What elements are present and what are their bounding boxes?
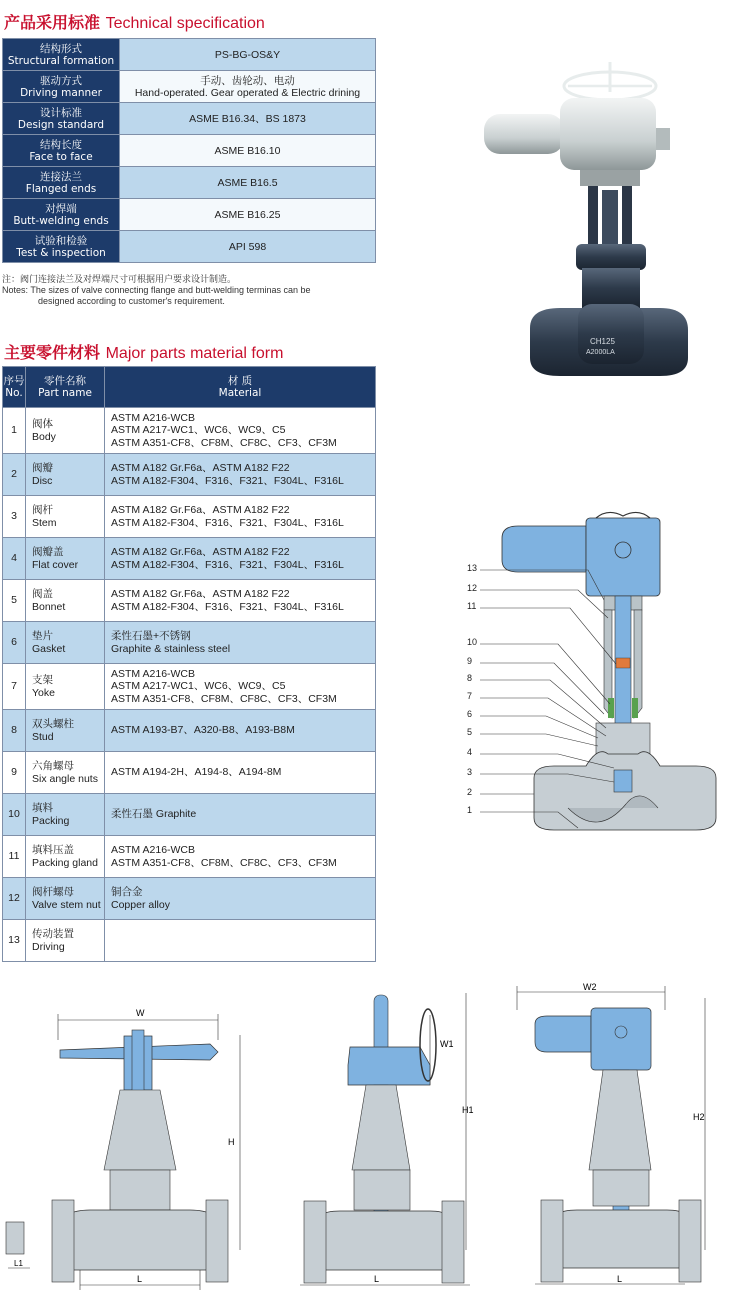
part-no: 9 — [3, 752, 26, 794]
part-name-cn: 六角螺母 — [32, 760, 74, 772]
spec-label-cn: 结构形式 — [40, 42, 82, 55]
parts-row — [3, 710, 376, 752]
part-name-en: Six angle nuts — [32, 772, 98, 785]
callout-11: 11 — [467, 601, 477, 611]
part-material: ASTM A182 Gr.F6a、ASTM A182 F22 — [111, 504, 290, 516]
part-name-cn: 阀杆螺母 — [32, 886, 74, 898]
part-material: ASTM A182-F304、F316、F321、F304L、F316L — [111, 516, 344, 529]
spec-value: ASME B16.5 — [120, 167, 376, 199]
part-name-en: Bonnet — [32, 600, 66, 613]
parts-row — [3, 622, 376, 664]
spec-label-cn: 结构长度 — [40, 138, 82, 151]
dim-w-label: W — [136, 1008, 145, 1018]
part-material: ASTM A217-WC1、WC6、WC9、C5 — [111, 680, 286, 693]
spec-label-cn: 驱动方式 — [40, 74, 82, 87]
part-name-cn: 垫片 — [32, 630, 53, 642]
callout-13: 13 — [467, 563, 478, 573]
spec-value-cn: 手动、齿轮动、电动 — [200, 74, 295, 87]
part-no: 8 — [3, 710, 26, 752]
spec-row — [3, 199, 376, 231]
part-name-en: Disc — [32, 474, 53, 487]
dim-h2-label: H2 — [693, 1112, 705, 1122]
callout-4: 4 — [467, 747, 473, 757]
part-name-en: Valve stem nut — [32, 898, 101, 911]
spec-label-en: Test & inspection — [16, 246, 106, 259]
spec-value: PS-BG-OS&Y — [120, 39, 376, 71]
parts-row — [3, 496, 376, 538]
header-no-cn: 序号 — [3, 375, 25, 387]
part-name-en: Packing gland — [32, 856, 98, 869]
part-material: ASTM A351-CF8、CF8M、CF8C、CF3、CF3M — [111, 436, 337, 449]
part-no: 2 — [3, 454, 26, 496]
part-name-cn: 双头螺柱 — [32, 718, 74, 730]
callout-3: 3 — [467, 767, 473, 777]
spec-label-en: Design standard — [17, 118, 105, 131]
spec-row — [3, 167, 376, 199]
spec-row — [3, 71, 376, 103]
header-name-cn: 零件名称 — [44, 375, 86, 387]
note-en-1: Notes: The sizes of valve connecting flange and butt-welding terminas can be — [2, 285, 311, 295]
note-cn: 注：阀门连接法兰及对焊端尺寸可根据用户要求设计制造。 — [2, 274, 237, 284]
callout-7: 7 — [467, 691, 473, 701]
spec-label-en: Butt-welding ends — [13, 214, 109, 227]
dim-h1-label: H1 — [462, 1105, 474, 1115]
parts-row — [3, 538, 376, 580]
part-name-en: Stem — [32, 516, 57, 529]
part-no: 10 — [3, 794, 26, 836]
part-no: 3 — [3, 496, 26, 538]
part-material: ASTM A182-F304、F316、F321、F304L、F316L — [111, 474, 344, 487]
body-marking-1: CH125 — [590, 337, 615, 346]
spec-value: ASME B16.10 — [120, 135, 376, 167]
part-name-cn: 阀瓣盖 — [32, 546, 64, 558]
part-material: 柔性石墨+不锈钢 — [111, 630, 191, 642]
parts-header-row — [3, 367, 376, 408]
part-name-en: Yoke — [32, 686, 55, 699]
spec-row — [3, 103, 376, 135]
header-name-en: Part name — [38, 387, 92, 399]
part-no: 6 — [3, 622, 26, 664]
part-material: Graphite & stainless steel — [111, 642, 231, 655]
part-material: ASTM A182 Gr.F6a、ASTM A182 F22 — [111, 462, 290, 474]
parts-row — [3, 878, 376, 920]
valve-photo — [470, 58, 710, 388]
part-material: 铜合金 — [111, 886, 143, 898]
part-material: ASTM A182-F304、F316、F321、F304L、F316L — [111, 558, 344, 571]
parts-row — [3, 580, 376, 622]
spec-value: ASME B16.25 — [120, 199, 376, 231]
spec-title-en: Technical specification — [105, 15, 265, 32]
parts-section-title — [4, 340, 283, 363]
part-material: ASTM A217-WC1、WC6、WC9、C5 — [111, 424, 286, 437]
part-material: ASTM A216-WCB — [111, 844, 196, 856]
part-material: ASTM A182 Gr.F6a、ASTM A182 F22 — [111, 546, 290, 558]
part-material: ASTM A182 Gr.F6a、ASTM A182 F22 — [111, 588, 290, 600]
part-no: 7 — [3, 664, 26, 710]
spec-table — [2, 38, 376, 263]
part-material: ASTM A193-B7、A320-B8、A193-B8M — [111, 724, 295, 737]
part-no: 4 — [3, 538, 26, 580]
parts-row — [3, 920, 376, 962]
part-name-en: Body — [32, 430, 56, 443]
parts-row — [3, 408, 376, 454]
parts-row — [3, 454, 376, 496]
spec-label-cn: 连接法兰 — [40, 170, 82, 183]
spec-label-en: Structural formation — [7, 54, 115, 67]
part-name-en: Driving — [32, 940, 65, 953]
part-name-en: Stud — [32, 730, 54, 743]
part-no: 5 — [3, 580, 26, 622]
header-no-en: No. — [5, 387, 23, 399]
parts-row — [3, 752, 376, 794]
spec-row — [3, 231, 376, 263]
spec-label-en: Flanged ends — [25, 182, 97, 195]
spec-value: ASME B16.34、BS 1873 — [120, 103, 376, 135]
callout-2: 2 — [467, 787, 473, 797]
header-material-cn: 材 质 — [227, 375, 253, 387]
parts-title-en: Major parts material form — [105, 345, 284, 362]
part-no: 11 — [3, 836, 26, 878]
handwheel-icon — [564, 62, 656, 100]
dim-l-label: L — [137, 1274, 143, 1284]
dim-w2-label: W2 — [583, 982, 597, 992]
spec-label-cn: 设计标准 — [40, 106, 82, 119]
parts-table — [2, 366, 376, 962]
part-no: 1 — [3, 408, 26, 454]
note-en-2: designed according to customer's requirement. — [38, 296, 225, 306]
header-material-en: Material — [218, 387, 262, 399]
body-marking-2: A2000LA — [586, 349, 615, 356]
callout-10: 10 — [467, 637, 478, 647]
part-material: ASTM A194-2H、A194-8、A194-8M — [111, 766, 282, 779]
spec-notes — [2, 274, 311, 307]
dim-drawing-manual — [0, 1000, 250, 1300]
dim-h-label: H — [228, 1137, 235, 1147]
part-material: ASTM A182-F304、F316、F321、F304L、F316L — [111, 600, 344, 613]
part-no: 13 — [3, 920, 26, 962]
part-no: 12 — [3, 878, 26, 920]
dim-l-label-gear: L — [374, 1274, 380, 1284]
callout-5: 5 — [467, 727, 473, 737]
part-material: 柔性石墨 Graphite — [111, 808, 197, 821]
part-name-cn: 阀盖 — [32, 588, 53, 600]
callout-1: 1 — [467, 805, 473, 815]
dim-drawing-gear — [290, 985, 490, 1300]
dim-l1-label: L1 — [14, 1259, 23, 1268]
part-name-cn: 阀体 — [32, 418, 53, 430]
callout-12: 12 — [467, 583, 478, 593]
parts-title-cn: 主要零件材料 — [4, 343, 101, 362]
spec-label-en: Driving manner — [20, 86, 102, 99]
dim-w1-label: W1 — [440, 1039, 454, 1049]
spec-title-cn: 产品采用标准 — [4, 13, 101, 32]
part-name-en: Flat cover — [32, 558, 79, 571]
part-name-cn: 阀瓣 — [32, 462, 53, 474]
part-material: ASTM A351-CF8、CF8M、CF8C、CF3、CF3M — [111, 856, 337, 869]
spec-value: Hand-operated. Gear operated & Electric drining — [134, 86, 361, 99]
spec-label-en: Face to face — [29, 150, 93, 163]
spec-section-title — [4, 10, 265, 33]
spec-row — [3, 135, 376, 167]
parts-row — [3, 836, 376, 878]
part-name-en: Gasket — [32, 642, 66, 655]
spec-row — [3, 39, 376, 71]
dim-drawing-electric — [505, 980, 725, 1300]
part-name-cn: 阀杆 — [32, 504, 53, 516]
part-name-en: Packing — [32, 814, 70, 827]
spec-label-cn: 试验和检验 — [34, 234, 88, 247]
spec-value: API 598 — [120, 231, 376, 263]
spec-label-cn: 对焊端 — [45, 202, 77, 215]
dim-l-label-electric: L — [617, 1274, 623, 1284]
part-material: ASTM A216-WCB — [111, 667, 196, 680]
callout-9: 9 — [467, 656, 473, 666]
part-name-cn: 填料压盖 — [32, 844, 74, 856]
part-material: Copper alloy — [111, 898, 170, 911]
callout-6: 6 — [467, 709, 473, 719]
part-name-cn: 传动装置 — [32, 928, 74, 940]
part-name-cn: 支架 — [32, 674, 53, 686]
parts-row — [3, 794, 376, 836]
part-material: ASTM A216-WCB — [111, 411, 196, 424]
callout-8: 8 — [467, 673, 473, 683]
section-drawing — [458, 508, 728, 848]
part-name-cn: 填料 — [32, 802, 53, 814]
part-material: ASTM A351-CF8、CF8M、CF8C、CF3、CF3M — [111, 692, 337, 705]
parts-row — [3, 664, 376, 710]
